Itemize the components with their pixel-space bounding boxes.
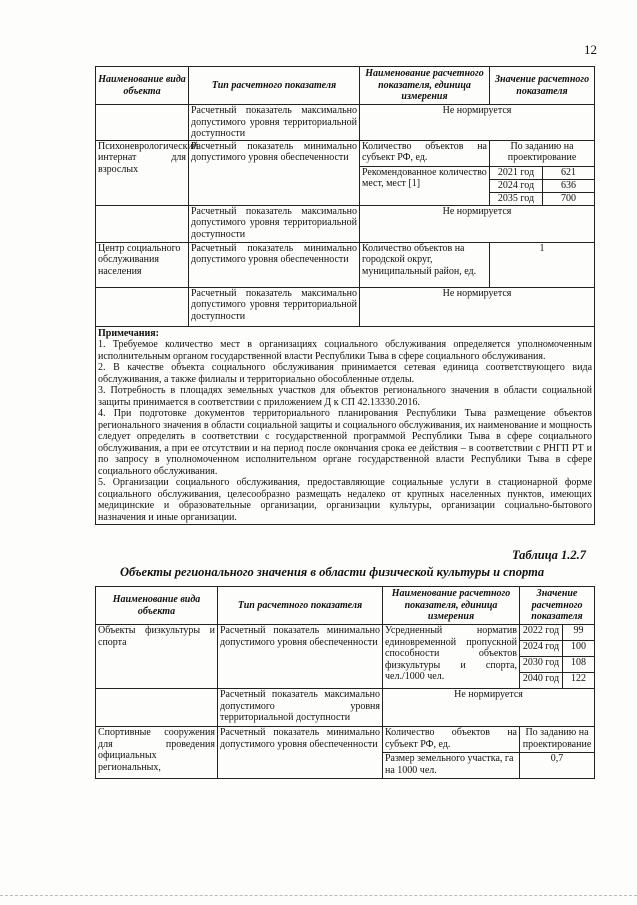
cell-empty [96, 105, 189, 141]
cell-object-name: Центр социального обслуживания населения [96, 242, 189, 287]
cell-year: 2022 год [520, 625, 563, 641]
cell-year-value: 122 [563, 673, 595, 689]
header-object-type: Наименование вида объекта [96, 587, 218, 625]
cell-year-value: 108 [563, 657, 595, 673]
header-object-type: Наименование вида объекта [96, 67, 189, 105]
cell-indicator: Размер земельного участка, га на 1000 чел. [383, 753, 520, 779]
cell-object-name: Спортивные сооружения для проведения официальных региональных, [96, 727, 218, 779]
header-indicator-name: Наименование расчетного показателя, единица измерения [383, 587, 520, 625]
cell-year-value: 700 [543, 192, 595, 205]
scan-edge [0, 895, 637, 898]
sport-objects-table [95, 586, 595, 779]
cell-value: Не нормируется [360, 205, 595, 242]
cell-year: 2024 год [520, 641, 563, 657]
cell-empty [96, 689, 218, 727]
cell-indicator: Количество объектов на городской округ, муниципальный район, ед. [360, 242, 490, 287]
social-objects-table [95, 66, 595, 525]
notes-block [96, 326, 595, 525]
cell-type: Расчетный показатель минимально допустимого уровня обеспеченности [189, 140, 360, 205]
note-item: 4. При подготовке документов территориального планирования Республики Тыва размещение объектов регионального значения в области социальной защиты и социального обслуживания, их наименование и мощность следует определять в соответствии с государственной программой Республики Тыва в сфере социального обслуживания, а при ее отсутствии и на период после окончания срока ее действия – в соответствии с РНГП РТ и по запросу в уполномоченном исполнительном органе государственной власти Республики Тыва в сфере социального обслуживания. [98, 408, 593, 477]
header-indicator-type: Тип расчетного показателя [218, 587, 383, 625]
cell-value: Не нормируется [383, 689, 595, 727]
cell-indicator: Количество объектов на субъект РФ, ед. [360, 140, 490, 166]
cell-object-name: Объекты физкультуры и спорта [96, 625, 218, 689]
cell-empty [96, 205, 189, 242]
note-item: 1. Требуемое количество мест в организациях социального обслуживания определяется уполномоченным исполнительным органом государственной власти Республики Тыва в сфере социального обслуживания. [98, 339, 593, 362]
cell-type: Расчетный показатель минимально допустимого уровня обеспеченности [218, 727, 383, 779]
cell-value: По заданию на проектирование [520, 727, 595, 753]
notes-title: Примечания: [98, 327, 160, 339]
note-item: 2. В качестве объекта социального обслуживания принимается сетевая единица соответствующего вида обслуживания, а также филиалы и территориально обособленные отделы. [98, 362, 593, 385]
table-title: Объекты регионального значения в области физической культуры и спорта [120, 565, 545, 579]
note-item: 5. Организации социального обслуживания, предоставляющие социальные услуги в стационарной форме социального обслуживания, целесообразно размещать недалеко от крупных населенных пунктов, имеющих медицинские и образовательные организации, организации культуры, организации социально-бытового назначения и иные организации. [98, 477, 593, 523]
cell-type: Расчетный показатель максимально допустимого уровня территориальной доступности [189, 105, 360, 141]
page-number: 12 [584, 42, 597, 57]
cell-value: По заданию на проектирование [490, 140, 595, 166]
header-indicator-name: Наименование расчетного показателя, единица измерения [360, 67, 490, 105]
cell-year: 2030 год [520, 657, 563, 673]
cell-year: 2024 год [490, 179, 543, 192]
cell-type: Расчетный показатель минимально допустимого уровня обеспеченности [218, 625, 383, 689]
header-indicator-value: Значение расчетного показателя [490, 67, 595, 105]
cell-type: Расчетный показатель максимально допустимого уровня территориальной доступности [189, 287, 360, 326]
header-indicator-value: Значение расчетного показателя [520, 587, 595, 625]
cell-value: 0,7 [520, 753, 595, 779]
cell-object-name: Психоневрологический интернат для взрослых [96, 140, 189, 205]
header-indicator-type: Тип расчетного показателя [189, 67, 360, 105]
cell-type: Расчетный показатель максимально допустимого уровня территориальной доступности [218, 689, 383, 727]
cell-value: 1 [490, 242, 595, 287]
note-item: 3. Потребность в площадях земельных участков для объектов регионального значения в области социальной защиты принимается в соответствии с приложением Д к СП 42.13330.2016. [98, 385, 593, 408]
cell-year-value: 621 [543, 166, 595, 179]
cell-year-value: 99 [563, 625, 595, 641]
table-number: Таблица 1.2.7 [512, 548, 587, 562]
cell-year: 2040 год [520, 673, 563, 689]
cell-value: Не нормируется [360, 287, 595, 326]
cell-type: Расчетный показатель максимально допустимого уровня территориальной доступности [189, 205, 360, 242]
cell-type: Расчетный показатель минимально допустимого уровня обеспеченности [189, 242, 360, 287]
cell-year: 2035 год [490, 192, 543, 205]
cell-year-value: 100 [563, 641, 595, 657]
cell-empty [96, 287, 189, 326]
cell-indicator: Усредненный норматив единовременной пропускной способности объектов физкультуры и спорта, чел./1000 чел. [383, 625, 520, 689]
cell-year: 2021 год [490, 166, 543, 179]
cell-indicator: Количество объектов на субъект РФ, ед. [383, 727, 520, 753]
cell-indicator: Рекомендованное количество мест, мест [1] [360, 166, 490, 205]
cell-year-value: 636 [543, 179, 595, 192]
cell-value: Не нормируется [360, 105, 595, 141]
